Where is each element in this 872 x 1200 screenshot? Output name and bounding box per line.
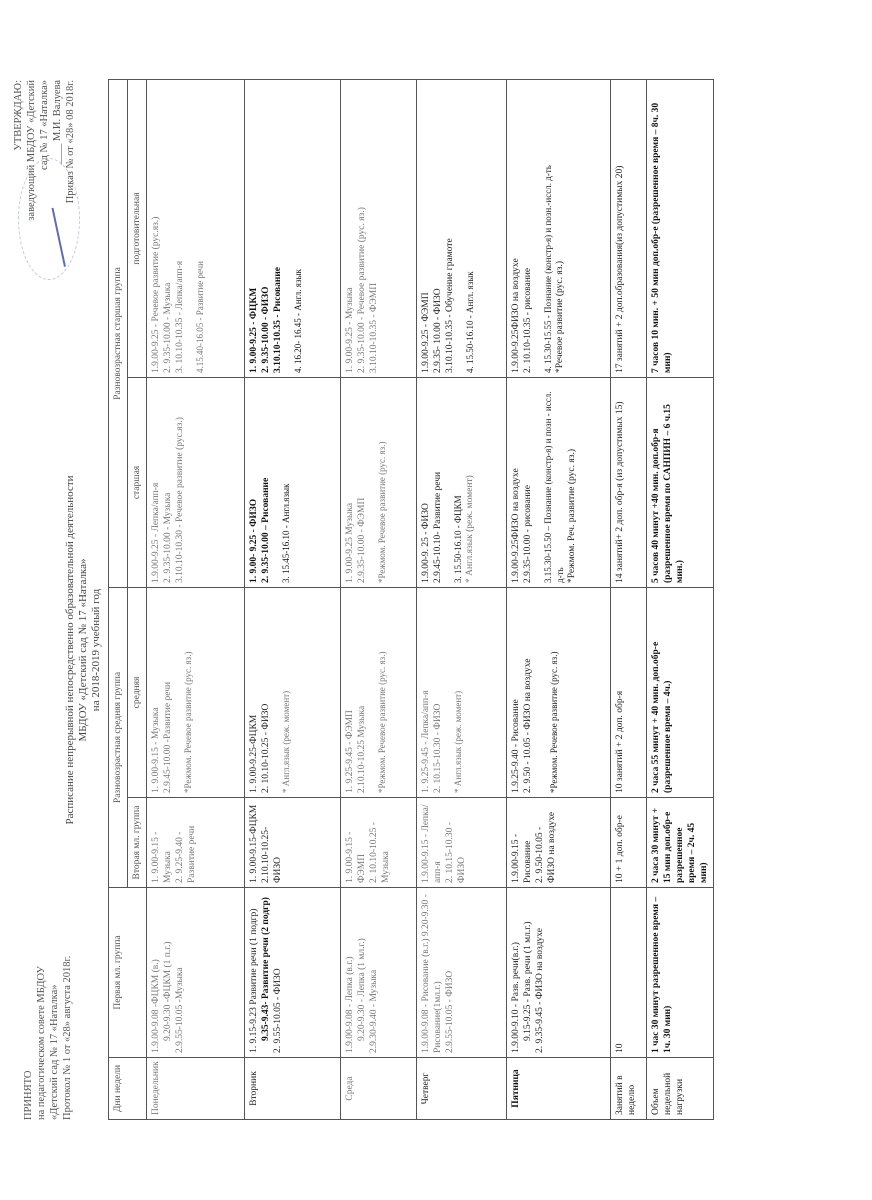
- cell-middle: [341, 587, 417, 797]
- header-prep: подготовительная: [128, 79, 147, 377]
- lesson: 1. 9.00- 9.25 - ФИЗО: [249, 498, 259, 583]
- cell-first-junior: [417, 888, 507, 1058]
- approval-line: Протокол № 1 от «28» августа 2018г.: [62, 955, 73, 1120]
- lesson: 1.9.00-9. 25 - ФИЗО: [421, 503, 431, 583]
- table-row: [507, 79, 611, 1119]
- header-day: Дни недели: [109, 1058, 147, 1120]
- lesson: 2.10.10-10.25 Музыка: [357, 705, 367, 793]
- lesson: 2. 9.35-10.00 - Музыка: [163, 492, 173, 583]
- lesson: 2. 10.15-10.30 - ФИЗО: [433, 703, 443, 793]
- cell-prep: [417, 79, 507, 377]
- lesson: 1.9.00-9.08 - Рисование (в.г.) 9.20-9.30 - Рисование(1мл.г.): [421, 894, 443, 1053]
- cell-prep: [147, 79, 245, 377]
- cell-second-junior: [245, 798, 341, 888]
- lesson-note: 3. 15.50-16.10 - ФЦКМ: [453, 495, 463, 583]
- lesson: 3.10.10-10.30 - Речевое развитие (рус.яз.): [175, 417, 185, 583]
- lesson: 1. 9.00-9.25-ФЦКМ: [249, 714, 259, 793]
- lesson: 2. 9.50-10.05 - ФИЗО на воздухе: [535, 811, 557, 883]
- table-row: [245, 79, 341, 1119]
- lesson: 1.9.25-9.40 - Рисование: [511, 699, 521, 793]
- lesson-note: *Речевое развитие (рус. яз.): [555, 260, 565, 373]
- lesson: 2. 10.10-10.25 - ФИЗО: [261, 703, 271, 793]
- header-senior: старшая: [128, 377, 147, 587]
- lesson-note: 3. 15.45-16.10 - Англ.язык: [281, 483, 291, 583]
- lesson: 1. 9.00-9.25 Музыка: [345, 502, 355, 583]
- lesson-note: *Режмом. Речевое развитие (рус. яз.): [183, 651, 193, 793]
- lesson: 2. 9.25-9.40 - Развитие речи: [175, 825, 197, 883]
- lesson: 2. 9.50 - 10.05 - ФИЗО на воздухе: [523, 658, 533, 793]
- title-line: Расписание непрерывной непосредственно образовательной деятельности: [64, 475, 76, 825]
- lesson: 2. 10.15-10.30 - ФИЗО: [445, 822, 467, 883]
- lesson: 2.10.10-10.25- ФИЗО: [261, 826, 283, 883]
- cell-second-junior: 2 часа 30 минут + 15 мин доп.обр-е разрешенное время – 2ч. 45 мин): [647, 798, 714, 888]
- cell-first-junior: 1 час 30 минут разрешенное время – 1ч. 30 мин): [647, 888, 714, 1058]
- schedule-table: [108, 79, 714, 1120]
- lesson: 1.9.00-9.08 - Лепка (в.г.): [345, 956, 355, 1053]
- lesson: 1.9.00-9.10 - Разв. речи(в.г.): [511, 942, 521, 1053]
- lesson-note: * Англ.язык (реж. момент): [465, 475, 475, 583]
- lesson-note: *Режмом. Речевое развитие (рус. яз.): [377, 651, 387, 793]
- lesson: 9.35-9.43- Развитие речи (2 подгр): [261, 897, 271, 1041]
- cell-middle: [507, 587, 611, 797]
- cell-senior: 14 занятий+ 2 доп. обр-я (из допустимых 15): [611, 377, 647, 587]
- lesson-note: 4.15.40-16.05 - Развитие речи: [195, 261, 205, 373]
- lesson: 2.9.35-10.00 - ФЭМП: [357, 497, 367, 583]
- cell-first-junior: [341, 888, 417, 1058]
- lesson: 2. 9.35-10.00 - Речевое развитие (рус. яз.): [357, 207, 367, 373]
- lesson: 2.9.55-10.05 -Музыка: [175, 967, 185, 1053]
- day-label: Понедельник: [147, 1058, 245, 1120]
- lesson: 1. 9.25-9.45 - ФЭМП: [345, 710, 355, 793]
- lesson: 3. 10.10-10.35 - Лепка/апп-я: [175, 260, 185, 373]
- approval-line: ____ М.И. Валуева: [52, 80, 63, 165]
- table-row: [341, 79, 417, 1119]
- cell-prep: 7 часов 10 мин. + 50 мин доп.обр-е (разрешенное время – 8ч. 30 мин): [647, 79, 714, 377]
- day-label: Четверг: [417, 1058, 507, 1120]
- approval-line: «Детский сад № 17 «Наталка»: [49, 984, 60, 1120]
- approval-line: заведующий МБДОУ «Детский: [26, 80, 37, 221]
- table-row: [417, 79, 507, 1119]
- lesson: 1. 9.00-9.15 - Музыка: [151, 707, 161, 793]
- lesson-note: 4. 15.30-15.55 - Познание (констр-я) и позн.-иссл. д-ть: [543, 165, 553, 373]
- cell-senior: [147, 377, 245, 587]
- lesson-note: 4. 15.50-16.10 - Англ. язык: [465, 271, 475, 373]
- lesson: 9.15-9.25 - Разв. речи (1 мл.г.): [523, 921, 533, 1041]
- cell-middle: [417, 587, 507, 797]
- cell-prep: [341, 79, 417, 377]
- lesson: 3.10.10-10.35 - Обучение грамоте: [445, 238, 455, 373]
- cell-first-junior: 10: [611, 888, 647, 1058]
- lesson: 9.20-9.30 - Лепка (1 мл.г.): [357, 938, 367, 1041]
- approval-line: Приказ № от «28» 08 2018г.: [65, 80, 76, 204]
- lesson: 2.9.35- 10.00 - ФИЗО: [433, 288, 443, 373]
- cell-first-junior: [245, 888, 341, 1058]
- lesson: 1.9.00-9.25ФИЗО на воздухе: [511, 258, 521, 373]
- cell-second-junior: [341, 798, 417, 888]
- lesson: 1.9.00-9.25 - Лепка/апп-я: [151, 482, 161, 583]
- lesson: 1. 9.00-9.15 - Музыка: [151, 831, 173, 883]
- cell-prep: [245, 79, 341, 377]
- lesson: 2.9.45-10.10- Развитие речи: [433, 471, 443, 583]
- lesson: 1.9.00-9.15 - Рисование: [511, 833, 533, 883]
- header-first-junior: Первая мл. группа: [109, 888, 147, 1058]
- lesson: 2. 10.10-10.35 - рисование: [523, 267, 533, 373]
- approval-block-right: [12, 80, 77, 290]
- lesson: 2. 9.35-9.45 - ФИЗО на воздухе: [535, 928, 545, 1053]
- lesson: 2. 9.35-10.00 - Музыка: [163, 282, 173, 373]
- lesson-note: * Англ.язык (реж. момент): [453, 690, 463, 793]
- cell-second-junior: [417, 798, 507, 888]
- cell-senior: 5 часов 40 минут +40 мин. доп.обр-я (разрешенное время по САНПИН – 6 ч.15 мин.): [647, 377, 714, 587]
- document-title: [64, 350, 103, 950]
- lesson-note: * Англ.язык (реж. момент): [281, 690, 291, 793]
- cell-second-junior: 10 + 1 доп. обр-е: [611, 798, 647, 888]
- header-middle: средняя: [128, 587, 147, 797]
- rotated-document: [13, 80, 768, 1120]
- cell-second-junior: [507, 798, 611, 888]
- table-row: [147, 79, 245, 1119]
- lesson: 3.10.10-10.35 - ФЭМП: [369, 282, 379, 373]
- lesson: 1. 9.00-9.15-ФЦКМ: [249, 804, 259, 883]
- approval-line: сад № 17 «Наталка»: [39, 80, 50, 170]
- header-second-junior: Вторая мл. группа: [128, 798, 147, 888]
- cell-senior: [417, 377, 507, 587]
- lesson: 1. 9.00-9.25 - ФЦКМ: [249, 287, 259, 373]
- table-row: [647, 79, 714, 1119]
- lesson: 9.20-9.30 -ФЦКМ (1 п.г.): [163, 941, 173, 1041]
- lesson: 1.9.00-9.25 - ФЭМП: [421, 292, 431, 373]
- row-label: Объем недельной нагрузки: [647, 1058, 714, 1120]
- table-row: [611, 79, 647, 1119]
- lesson: 1.9.00-9.15 - Лепка/апп-я: [421, 804, 443, 883]
- title-line: на 2018-2019 учебный год: [90, 588, 102, 712]
- lesson: 2. 9.35-10.00 - ФИЗО: [261, 286, 271, 373]
- lesson: 2.9.30-9.40 - Музыка: [369, 969, 379, 1053]
- header-mixed-senior: Разновозрастная старшая группа: [109, 79, 128, 587]
- lesson-note: 3.15.30-15.50 – Познание (констр-я) и позн - иссл. д-ть: [543, 391, 565, 583]
- day-label: Вторник: [245, 1058, 341, 1120]
- lesson: 2. 10.10-10.25 - Музыка: [369, 822, 391, 883]
- lesson: 1.9.00-9.08 -ФЦКМ (в.): [151, 959, 161, 1053]
- lesson-note: *Режмом. Реч. развитие (рус. яз.): [567, 449, 577, 583]
- cell-middle: 2 часа 55 минут + 40 мин. доп.обр-е (разрешенное время – 4ч.): [647, 587, 714, 797]
- header-mixed-middle: Разновозрастная средняя группа: [109, 587, 128, 887]
- approval-line: УТВЕРЖДАЮ:: [13, 80, 24, 151]
- lesson: 1. 9.00-9.15 - ФЭМП: [345, 831, 367, 883]
- lesson: 2.9.35-10.00 - рисование: [523, 485, 533, 583]
- lesson: 3.10.10-10.35 - Рисование: [273, 266, 283, 373]
- lesson-note: 4. 16.20- 16.45 - Англ. язык: [293, 269, 303, 373]
- cell-middle: 10 занятий + 2 доп. обр-я: [611, 587, 647, 797]
- approval-line: на педагогическом совете МБДОУ: [36, 966, 47, 1120]
- lesson: 1.9.00-9.25 - Речевое развитие (рус.яз.): [151, 216, 161, 373]
- lesson-note: *Режмом. Речевое развитие (рус. яз.): [377, 441, 387, 583]
- lesson: 2.9.55-10.05 - ФИЗО: [445, 970, 455, 1053]
- lesson: 1.9.00-9.25ФИЗО на воздухе: [511, 468, 521, 583]
- approval-line: ПРИНЯТО: [23, 1070, 34, 1120]
- cell-middle: [245, 587, 341, 797]
- day-label: Среда: [341, 1058, 417, 1120]
- title-line: МБДОУ «Детский сад № 17 «Наталка»: [77, 558, 89, 742]
- day-label: Пятница: [507, 1058, 611, 1120]
- cell-senior: [507, 377, 611, 587]
- cell-senior: [341, 377, 417, 587]
- lesson: 2.9.45-10.00 -Развитие речи: [163, 681, 173, 793]
- row-label: Занятий в неделю: [611, 1058, 647, 1120]
- lesson-note: *Режмом. Речевое развитие (рус. яз.): [549, 651, 559, 793]
- lesson: 2. 9.55-10.05 - ФИЗО: [273, 968, 283, 1053]
- lesson: 1. 9.00-9.25 - Музыка: [345, 287, 355, 373]
- lesson: 1. 9.15-9.23 Развитие речи (1 подгр): [249, 908, 259, 1053]
- header-row: [109, 79, 128, 1119]
- lesson: 2. 9.35-10.00 – Рисование: [261, 477, 271, 583]
- cell-senior: [245, 377, 341, 587]
- cell-middle: [147, 587, 245, 797]
- cell-second-junior: [147, 798, 245, 888]
- cell-prep: 17 занятий + 2 доп.образования(из допустимых 20): [611, 79, 647, 377]
- lesson: 1. 9.25-9.45 - Лепка/апп-я: [421, 690, 431, 793]
- cell-first-junior: [147, 888, 245, 1058]
- cell-prep: [507, 79, 611, 377]
- cell-first-junior: [507, 888, 611, 1058]
